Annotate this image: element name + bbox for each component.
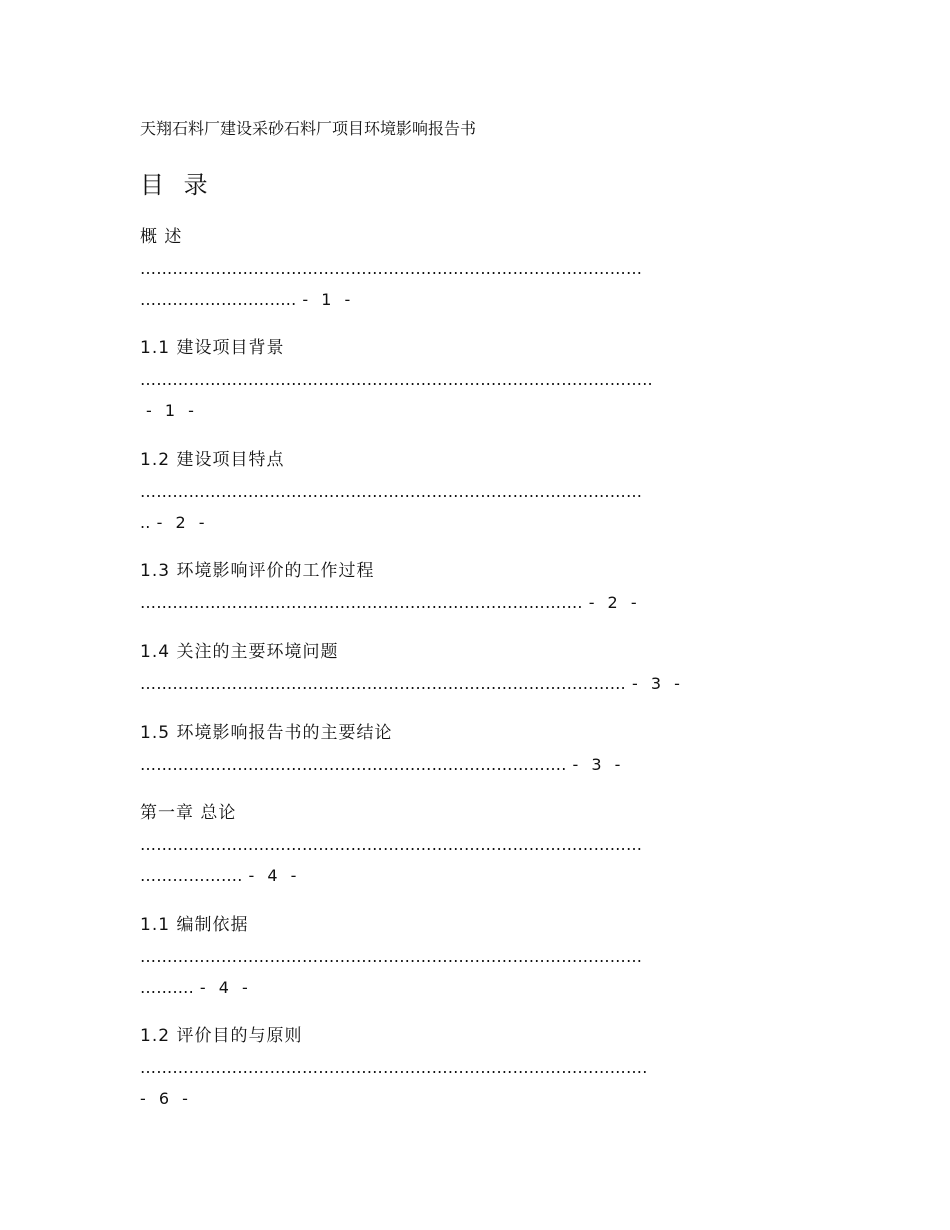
toc-page-number: - 3 - xyxy=(632,674,684,693)
toc-leader-line xyxy=(140,481,820,503)
toc-leader-line-continued xyxy=(140,289,820,311)
toc-leader-line xyxy=(140,1057,820,1079)
toc-dot-leader: ……………………………………………………………………. xyxy=(140,755,567,774)
toc-leader-line xyxy=(140,673,820,695)
toc-entry-label: 1.1 建设项目背景 xyxy=(140,338,285,358)
toc-entry-label: 第一章 总论 xyxy=(140,803,237,823)
toc-entry-1-3-eia-process[interactable] xyxy=(140,560,820,614)
toc-page-number: - 2 - xyxy=(156,513,209,532)
toc-leader-line-continued xyxy=(140,1088,820,1110)
toc-leader-line xyxy=(140,754,820,776)
toc-dot-leader: ………………………………………………………………………. xyxy=(140,593,583,612)
toc-dot-leader: ………………………………………………………………………………….. xyxy=(140,370,653,389)
toc-entry-1-5-conclusions[interactable] xyxy=(140,722,820,776)
toc-dot-leader: .. xyxy=(140,513,151,532)
toc-page-number: - 1 - xyxy=(302,290,355,309)
toc-entry-label: 1.4 关注的主要环境问题 xyxy=(140,642,339,662)
toc-entry-overview[interactable] xyxy=(140,226,820,311)
toc-dot-leader: ………………………………………………………………………………… xyxy=(140,482,643,501)
toc-dot-leader: ……………………………………………………………………………… xyxy=(140,674,626,693)
toc-leader-line xyxy=(140,834,820,856)
toc-leader-line-continued xyxy=(140,512,820,534)
toc-page-number: - 6 - xyxy=(140,1089,192,1108)
toc-leader-line xyxy=(140,258,820,280)
toc-dot-leader: ………. xyxy=(140,978,194,997)
toc-entry-label: 概 述 xyxy=(140,227,183,247)
toc-dot-leader: ………………………………………………………………………………… xyxy=(140,947,643,966)
toc-dot-leader: …………………………………………………………………………………. xyxy=(140,1058,648,1077)
toc-dot-leader: ……………………….. xyxy=(140,290,297,309)
toc-dot-leader: ………………. xyxy=(140,866,243,885)
toc-page-number: - 4 - xyxy=(248,866,301,885)
toc-dot-leader: ………………………………………………………………………………… xyxy=(140,835,643,854)
toc-page-number: - 1 - xyxy=(146,401,198,420)
toc-entry-label: 1.2 建设项目特点 xyxy=(140,450,285,470)
toc-page-number: - 4 - xyxy=(199,978,252,997)
toc-entry-1-1-basis[interactable] xyxy=(140,914,820,999)
toc-entry-1-2-features[interactable] xyxy=(140,449,820,534)
toc-leader-line xyxy=(140,369,820,391)
toc-leader-line-continued xyxy=(140,977,820,999)
toc-entry-label: 1.5 环境影响报告书的主要结论 xyxy=(140,723,393,743)
toc-entry-1-1-background[interactable] xyxy=(140,337,820,422)
toc-leader-line xyxy=(140,592,820,614)
toc-entry-label: 1.3 环境影响评价的工作过程 xyxy=(140,561,375,581)
toc-title: 目 录 xyxy=(140,171,214,199)
toc-entry-1-4-main-issues[interactable] xyxy=(140,641,820,695)
toc-leader-line-continued xyxy=(140,400,820,422)
toc-entry-label: 1.1 编制依据 xyxy=(140,915,249,935)
toc-leader-line xyxy=(140,946,820,968)
toc-dot-leader: ………………………………………………………………………………… xyxy=(140,259,643,278)
toc-entry-chapter-1-general[interactable] xyxy=(140,802,820,887)
document-header: 天翔石料厂建设采砂石料厂项目环境影响报告书 xyxy=(140,119,477,138)
toc-page-number: - 3 - xyxy=(572,755,625,774)
toc-page-number: - 2 - xyxy=(588,593,641,612)
toc-leader-line-continued xyxy=(140,865,820,887)
toc-entry-1-2-purpose[interactable] xyxy=(140,1025,820,1110)
toc-entry-label: 1.2 评价目的与原则 xyxy=(140,1026,303,1046)
